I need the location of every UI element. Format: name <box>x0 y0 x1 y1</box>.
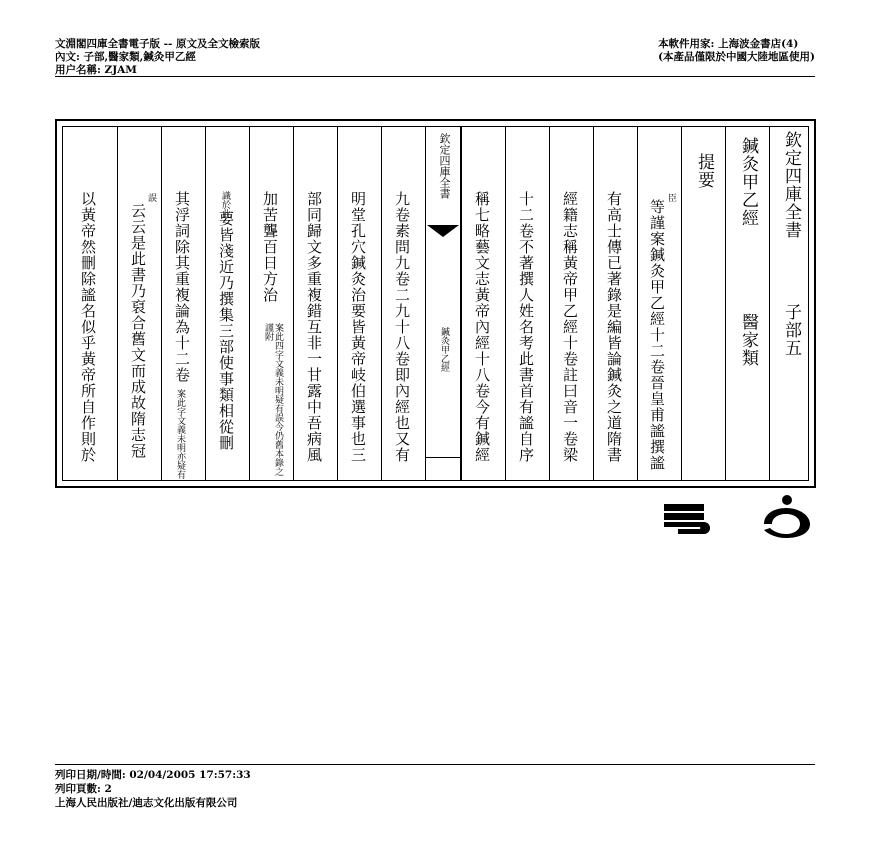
publisher-logo-mark-left <box>664 504 710 534</box>
text-column-11-main: 其浮詞除其重複論為十二卷 <box>173 191 191 383</box>
text-column-11-annotation: 案此字文義未明亦疑有 <box>175 389 185 479</box>
text-column-5 <box>461 127 505 480</box>
text-column-12 <box>117 127 161 480</box>
text-column-13 <box>63 127 117 480</box>
text-column-9-main: 加苦聾百日方治 <box>261 191 279 303</box>
text-column-8-main: 部同歸文多重複錯互非一甘露中吾病風 <box>305 191 323 463</box>
print-page-count: 列印頁數: 2 <box>55 783 112 795</box>
text-column-6-main: 九卷素問九卷二九十八卷即內經也又有 <box>393 191 411 463</box>
text-column-11 <box>161 127 205 480</box>
header-product: 文淵閣四庫全書電子版 -- 原文及全文檢索版 <box>55 38 261 50</box>
title-column <box>769 127 812 480</box>
tiyao-column <box>681 127 725 480</box>
text-column-4 <box>505 127 549 480</box>
center-series-title: 欽定四庫全書 <box>438 133 451 199</box>
book-title-column <box>725 127 769 480</box>
text-column-10-main: 要皆淺近乃撰集三部使事類相從刪 <box>217 211 235 451</box>
text-column-13-main: 以黃帝然刪除謐名似乎黃帝所自作則於 <box>79 191 97 463</box>
footer <box>55 768 251 810</box>
text-column-2 <box>593 127 637 480</box>
text-column-7 <box>337 127 381 480</box>
text-column-2-main: 有高士傳已著錄是編皆論鍼灸之道隋書 <box>605 191 623 463</box>
text-column-1-main: 等謹案鍼灸甲乙經十二卷晉皇甫謐撰謐 <box>648 199 666 471</box>
print-datetime: 列印日期/時間: 02/04/2005 17:57:33 <box>55 769 251 781</box>
text-column-4-main: 十二卷不著撰人姓名考此書首有謐自序 <box>517 191 535 463</box>
text-column-9-annotation: 案此四字文義未明疑有誤今仍舊本錄之謹附 <box>263 323 283 476</box>
page-frame <box>55 119 816 488</box>
header-right <box>658 38 815 64</box>
header-username: 用户名稱: ZJAM <box>55 64 137 76</box>
text-column-1-small: 臣 <box>666 193 676 202</box>
fish-tail-mark <box>427 225 459 237</box>
header-region-note: (本產品僅限於中國大陸地區使用) <box>658 51 815 63</box>
text-column-8 <box>293 127 337 480</box>
text-column-1 <box>637 127 681 480</box>
header-left <box>55 38 260 77</box>
center-fold-column <box>425 127 461 480</box>
text-column-12-annotation: 誤 <box>146 193 156 202</box>
section-label: 子部五 <box>781 303 801 357</box>
publisher-credit: 上海人民出版社/迪志文化出版有限公司 <box>55 797 238 809</box>
category-label: 醫家類 <box>738 313 758 367</box>
text-column-10-annotation: 識於此 <box>220 191 230 218</box>
text-column-10 <box>205 127 249 480</box>
center-book-title: 鍼灸甲乙經 <box>439 327 449 372</box>
page-inner-frame <box>62 126 809 481</box>
center-bottom-rule <box>426 457 460 458</box>
text-column-12-main: 云云是此書乃裒合舊文而成故隋志冠 <box>129 203 147 459</box>
book-series-title: 欽定四庫全書 <box>781 131 801 239</box>
footer-rule <box>55 764 815 765</box>
text-column-5-main: 稱七略藝文志黃帝內經十八卷今有鍼經 <box>473 191 491 463</box>
tiyao-heading: 提要 <box>694 153 714 189</box>
header-licensee: 本軟件用家: 上海波金書店(4) <box>658 38 799 50</box>
header-content-path: 內文: 子部,醫家類,鍼灸甲乙經 <box>55 51 196 63</box>
text-column-6 <box>381 127 425 480</box>
text-column-9 <box>249 127 293 480</box>
publisher-logo <box>662 494 822 540</box>
text-column-3-main: 經籍志稱黃帝甲乙經十卷註曰音一卷梁 <box>561 191 579 463</box>
text-column-3 <box>549 127 593 480</box>
text-column-7-main: 明堂孔穴鍼灸治要皆黃帝岐伯選事也三 <box>349 191 367 463</box>
publisher-logo-mark-right <box>764 495 810 538</box>
header-rule <box>55 76 815 77</box>
book-title: 鍼灸甲乙經 <box>738 137 758 227</box>
